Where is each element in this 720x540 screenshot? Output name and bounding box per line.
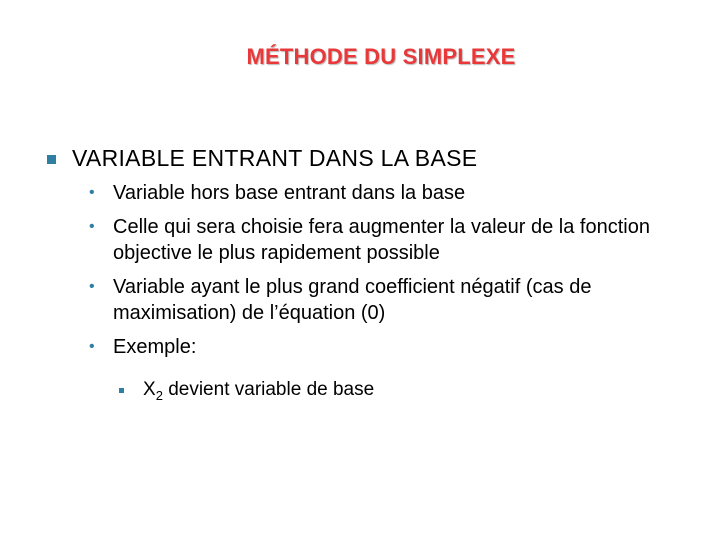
bullet-dot-icon: • <box>89 338 95 355</box>
list-item <box>89 334 703 360</box>
list-item <box>89 274 703 326</box>
bullet-dot-icon: • <box>89 218 95 235</box>
example-sub-list <box>143 377 374 404</box>
bullet-dot-icon: • <box>89 278 95 295</box>
list-item <box>89 214 703 266</box>
heading-text: VARIABLE ENTRANT DANS LA BASE <box>72 145 478 171</box>
variable-subscript: 2 <box>155 388 163 403</box>
bullet-dot-icon: • <box>89 184 95 201</box>
square-bullet-icon <box>47 155 56 164</box>
bullet-text: Variable hors base entrant dans la base <box>113 182 466 204</box>
bullet-text: Celle qui sera choisie fera augmenter la valeur de la fonction objective le plus rapidement possible <box>113 216 650 264</box>
small-square-bullet-icon <box>119 388 124 393</box>
section-heading <box>47 145 477 172</box>
bullet-text: Exemple: <box>113 336 197 358</box>
sub-list-item <box>143 377 374 404</box>
example-text: devient variable de base <box>162 379 375 400</box>
list-item <box>89 180 703 206</box>
variable-letter: X <box>143 379 156 400</box>
bullet-text: Variable ayant le plus grand coefficient négatif (cas de maximisation) de l’équation (0) <box>113 276 592 324</box>
bullet-list <box>89 180 703 368</box>
slide-title: MÉTHODE DU SIMPLEXE <box>246 44 516 69</box>
